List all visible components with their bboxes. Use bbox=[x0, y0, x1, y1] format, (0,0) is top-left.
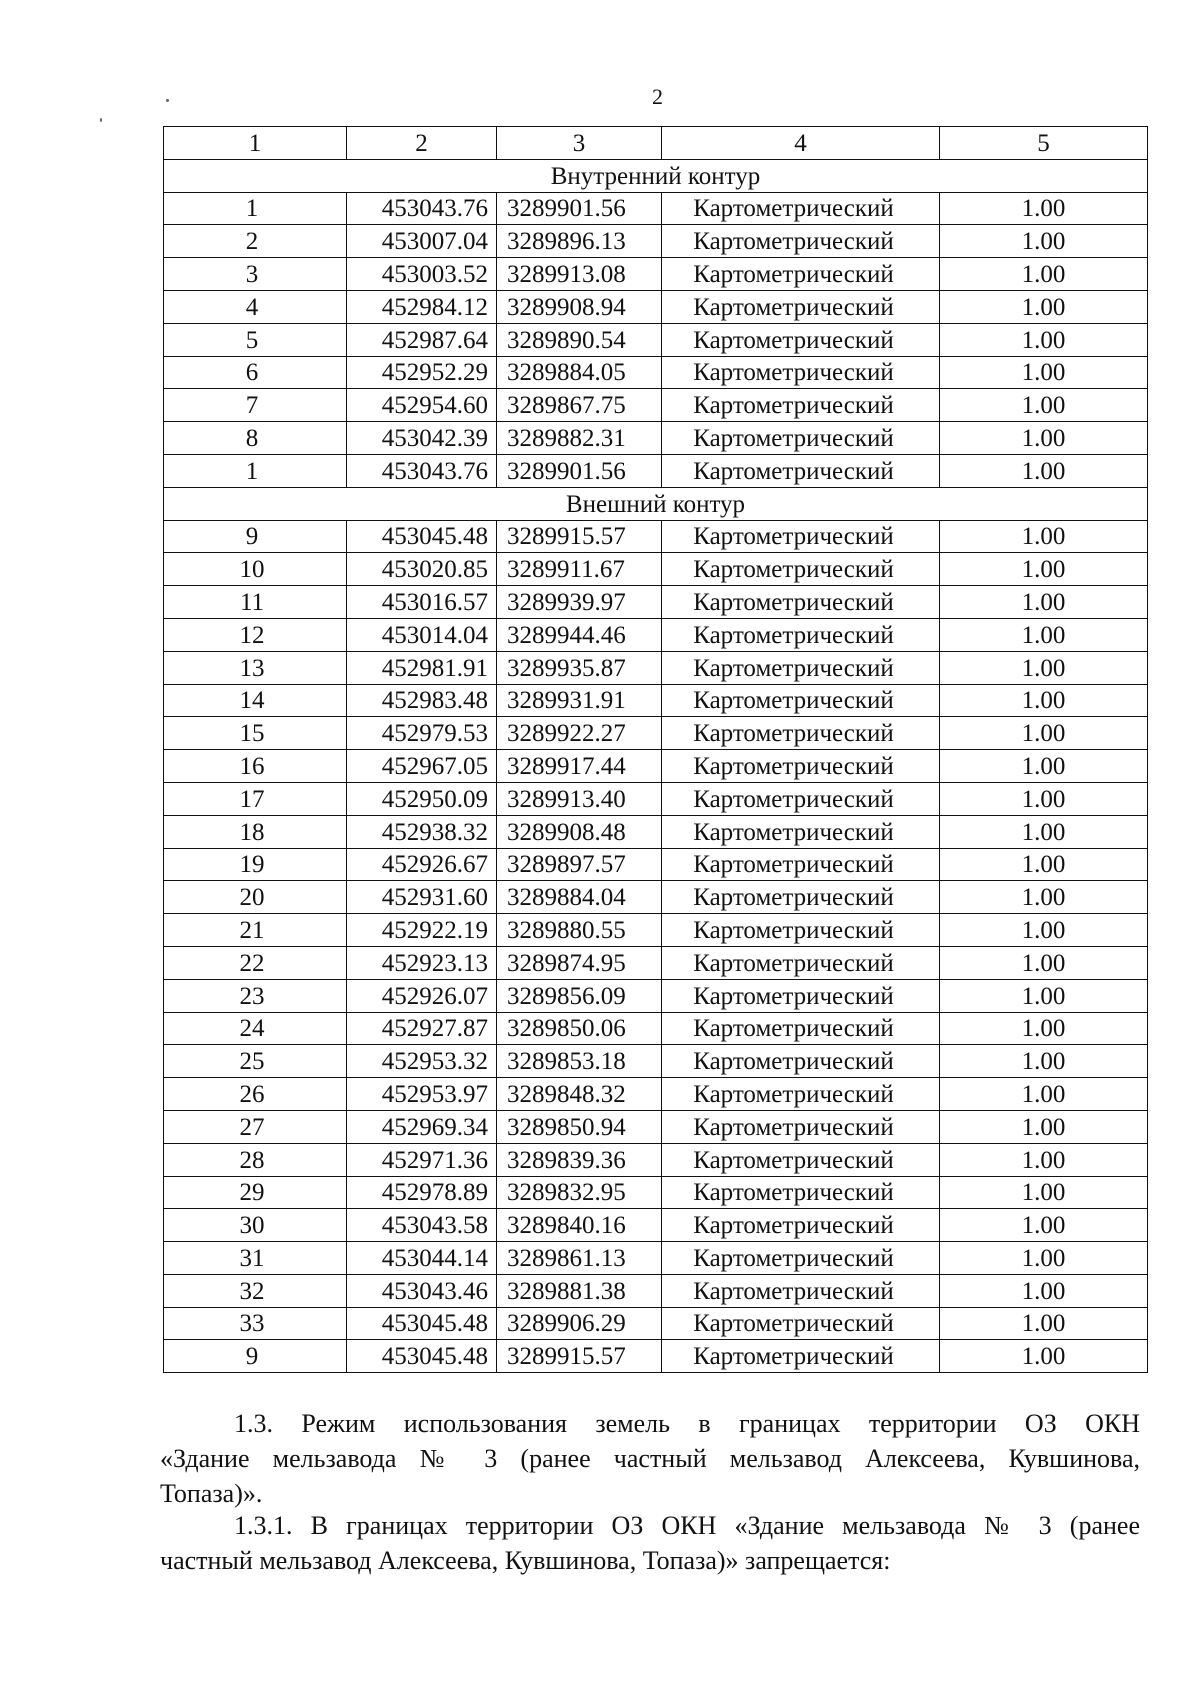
y-coordinate-cell: 3289901.56 bbox=[497, 192, 662, 225]
y-coordinate-cell: 3289901.56 bbox=[497, 454, 662, 487]
accuracy-cell: 1.00 bbox=[940, 651, 1148, 684]
accuracy-cell: 1.00 bbox=[940, 258, 1148, 291]
method-cell: Картометрический bbox=[662, 1242, 940, 1275]
y-coordinate-cell: 3289913.40 bbox=[497, 782, 662, 815]
paragraph-line: 1.3.1. В границах территории ОЗ ОКН «Здание мельзавода № 3 (ранее bbox=[234, 1511, 1140, 1540]
y-coordinate-cell: 3289906.29 bbox=[497, 1307, 662, 1340]
x-coordinate-cell: 452983.48 bbox=[347, 684, 497, 717]
x-coordinate-cell: 453042.39 bbox=[347, 422, 497, 455]
x-coordinate-cell: 452969.34 bbox=[347, 1110, 497, 1143]
method-cell: Картометрический bbox=[662, 586, 940, 619]
y-coordinate-cell: 3289881.38 bbox=[497, 1274, 662, 1307]
y-coordinate-cell: 3289897.57 bbox=[497, 848, 662, 881]
accuracy-cell: 1.00 bbox=[940, 553, 1148, 586]
y-coordinate-cell: 3289832.95 bbox=[497, 1176, 662, 1209]
method-cell: Картометрический bbox=[662, 782, 940, 815]
y-coordinate-cell: 3289853.18 bbox=[497, 1045, 662, 1078]
point-number-cell: 28 bbox=[164, 1143, 347, 1176]
accuracy-cell: 1.00 bbox=[940, 389, 1148, 422]
accuracy-cell: 1.00 bbox=[940, 1176, 1148, 1209]
y-coordinate-cell: 3289931.91 bbox=[497, 684, 662, 717]
method-cell: Картометрический bbox=[662, 848, 940, 881]
point-number-cell: 2 bbox=[164, 225, 347, 258]
method-cell: Картометрический bbox=[662, 1143, 940, 1176]
accuracy-cell: 1.00 bbox=[940, 946, 1148, 979]
point-number-cell: 12 bbox=[164, 618, 347, 651]
table-row bbox=[164, 946, 1148, 979]
x-coordinate-cell: 453043.76 bbox=[347, 192, 497, 225]
y-coordinate-cell: 3289915.57 bbox=[497, 1340, 662, 1373]
x-coordinate-cell: 453045.48 bbox=[347, 1307, 497, 1340]
point-number-cell: 5 bbox=[164, 323, 347, 356]
point-number-cell: 26 bbox=[164, 1078, 347, 1111]
point-number-cell: 32 bbox=[164, 1274, 347, 1307]
x-coordinate-cell: 452967.05 bbox=[347, 750, 497, 783]
y-coordinate-cell: 3289882.31 bbox=[497, 422, 662, 455]
point-number-cell: 15 bbox=[164, 717, 347, 750]
point-number-cell: 6 bbox=[164, 356, 347, 389]
accuracy-cell: 1.00 bbox=[940, 192, 1148, 225]
method-cell: Картометрический bbox=[662, 1176, 940, 1209]
header-cell: 5 bbox=[940, 127, 1148, 160]
x-coordinate-cell: 452971.36 bbox=[347, 1143, 497, 1176]
point-number-cell: 29 bbox=[164, 1176, 347, 1209]
y-coordinate-cell: 3289944.46 bbox=[497, 618, 662, 651]
table-row bbox=[164, 815, 1148, 848]
y-coordinate-cell: 3289880.55 bbox=[497, 914, 662, 947]
y-coordinate-cell: 3289856.09 bbox=[497, 979, 662, 1012]
method-cell: Картометрический bbox=[662, 422, 940, 455]
accuracy-cell: 1.00 bbox=[940, 422, 1148, 455]
table-row bbox=[164, 1110, 1148, 1143]
point-number-cell: 20 bbox=[164, 881, 347, 914]
point-number-cell: 25 bbox=[164, 1045, 347, 1078]
point-number-cell: 10 bbox=[164, 553, 347, 586]
table-row bbox=[164, 356, 1148, 389]
x-coordinate-cell: 453043.76 bbox=[347, 454, 497, 487]
inner-contour-heading: Внутренний контур bbox=[164, 159, 1148, 192]
accuracy-cell: 1.00 bbox=[940, 881, 1148, 914]
scan-speck bbox=[100, 118, 102, 122]
accuracy-cell: 1.00 bbox=[940, 782, 1148, 815]
table-row bbox=[164, 258, 1148, 291]
accuracy-cell: 1.00 bbox=[940, 1012, 1148, 1045]
method-cell: Картометрический bbox=[662, 815, 940, 848]
method-cell: Картометрический bbox=[662, 1307, 940, 1340]
table-row bbox=[164, 323, 1148, 356]
method-cell: Картометрический bbox=[662, 1340, 940, 1373]
x-coordinate-cell: 452927.87 bbox=[347, 1012, 497, 1045]
table-header-row bbox=[164, 127, 1148, 160]
x-coordinate-cell: 452954.60 bbox=[347, 389, 497, 422]
table-row bbox=[164, 422, 1148, 455]
accuracy-cell: 1.00 bbox=[940, 1274, 1148, 1307]
accuracy-cell: 1.00 bbox=[940, 1143, 1148, 1176]
table-row bbox=[164, 389, 1148, 422]
method-cell: Картометрический bbox=[662, 881, 940, 914]
point-number-cell: 1 bbox=[164, 454, 347, 487]
table-row bbox=[164, 1242, 1148, 1275]
table-row bbox=[164, 1078, 1148, 1111]
document-page: 2 1 2 3 4 5 Внутренний контур 1 453043.76 3289901.56 Картометрический 1.00 2 453007.04 3289896.13 Картометрический 1.00 3 453003.52 3289913.08 Картометрический 1.00 4 452984.12 3289908.94 Картометрический 1.00 5 452987.64 3289890.54 Картометрический 1.00 6 452952.29 3289884.05 Картометрический 1.00 7 452954.60 3289867.75 Картометрический 1.00 8 453042.39 3289882.31 Картометрический 1.00 1 453043.76 3289901.56 Картометрический 1.00 Внешний контур 9 453045.48 3289915.57 Картометрический 1.00 10 453020.85 3289911.67 Картометрический 1.00 11 453016.57 3289939.97 Картометрический 1.00 12 453014.04 3289944.46 Картометрический 1.00 13 452981.91 3289935.87 Картометрический 1.00 14 452983.48 3289931.91 Картометрический 1.00 15 452979.53 3289922.27 Картометрический 1.00 16 452967.05 3289917.44 Картометрический 1.00 17 452950.09 3289913.40 Картометрический 1.00 18 452938.32 3289908.48 Картометрический 1.00 19 452926.67 3289897.57 Картометрический 1.00 20 452931.60 3289884.04 Картометрический 1.00 21 452922.19 3289880.55 Картометрический 1.00 22 452923.13 3289874.95 Картометрический 1.00 23 452926.07 3289856.09 Картометрический 1.00 24 452927.87 3289850.06 Картометрический 1.00 25 452953.32 3289853.18 Картометрический 1.00 26 452953.97 3289848.32 Картометрический 1.00 27 452969.34 3289850.94 Картометрический 1.00 28 452971.36 3289839.36 Картометрический 1.00 29 452978.89 3289832.95 Картометрический 1.00 30 453043.58 3289840.16 Картометрический 1.00 31 453044.14 3289861.13 Картометрический 1.00 32 453043.46 3289881.38 Картометрический 1.00 33 453045.48 3289906.29 Картометрический 1.00 9 453045.48 3289915.57 Картометрический 1.00 1.3. Режим использования земель в границах территории ОЗ ОКН «Здание мельзавода № 3 (ранее частный мельзавод Алексеева, Кувшинова, Топаза)». 1.3.1. В границах территории ОЗ ОКН «Здание мельзавода № 3 (ранее частный мельзавод Алексеева, Кувшинова, Топаза)» запрещается: bbox=[0, 0, 1200, 1701]
point-number-cell: 23 bbox=[164, 979, 347, 1012]
scan-speck bbox=[166, 99, 169, 102]
outer-contour-heading-row bbox=[164, 487, 1148, 520]
table-row bbox=[164, 651, 1148, 684]
table-row bbox=[164, 914, 1148, 947]
point-number-cell: 9 bbox=[164, 1340, 347, 1373]
paragraph-1-3-1 bbox=[160, 1508, 1140, 1578]
method-cell: Картометрический bbox=[662, 1110, 940, 1143]
x-coordinate-cell: 453020.85 bbox=[347, 553, 497, 586]
accuracy-cell: 1.00 bbox=[940, 1045, 1148, 1078]
point-number-cell: 24 bbox=[164, 1012, 347, 1045]
y-coordinate-cell: 3289896.13 bbox=[497, 225, 662, 258]
y-coordinate-cell: 3289850.94 bbox=[497, 1110, 662, 1143]
x-coordinate-cell: 453003.52 bbox=[347, 258, 497, 291]
method-cell: Картометрический bbox=[662, 192, 940, 225]
method-cell: Картометрический bbox=[662, 258, 940, 291]
y-coordinate-cell: 3289884.05 bbox=[497, 356, 662, 389]
method-cell: Картометрический bbox=[662, 618, 940, 651]
y-coordinate-cell: 3289884.04 bbox=[497, 881, 662, 914]
paragraph-line: 1.3. Режим использования земель в границах территории ОЗ ОКН bbox=[234, 1409, 1140, 1438]
x-coordinate-cell: 453043.58 bbox=[347, 1209, 497, 1242]
x-coordinate-cell: 452926.07 bbox=[347, 979, 497, 1012]
table-row bbox=[164, 520, 1148, 553]
accuracy-cell: 1.00 bbox=[940, 225, 1148, 258]
coordinates-table-body bbox=[164, 127, 1148, 1373]
y-coordinate-cell: 3289913.08 bbox=[497, 258, 662, 291]
table-row bbox=[164, 782, 1148, 815]
point-number-cell: 13 bbox=[164, 651, 347, 684]
method-cell: Картометрический bbox=[662, 684, 940, 717]
table-row bbox=[164, 750, 1148, 783]
point-number-cell: 30 bbox=[164, 1209, 347, 1242]
method-cell: Картометрический bbox=[662, 1209, 940, 1242]
x-coordinate-cell: 452950.09 bbox=[347, 782, 497, 815]
point-number-cell: 7 bbox=[164, 389, 347, 422]
method-cell: Картометрический bbox=[662, 1274, 940, 1307]
accuracy-cell: 1.00 bbox=[940, 717, 1148, 750]
table-row bbox=[164, 1176, 1148, 1209]
accuracy-cell: 1.00 bbox=[940, 1242, 1148, 1275]
accuracy-cell: 1.00 bbox=[940, 586, 1148, 619]
method-cell: Картометрический bbox=[662, 1012, 940, 1045]
x-coordinate-cell: 452953.97 bbox=[347, 1078, 497, 1111]
x-coordinate-cell: 452922.19 bbox=[347, 914, 497, 947]
table-row bbox=[164, 1012, 1148, 1045]
accuracy-cell: 1.00 bbox=[940, 454, 1148, 487]
x-coordinate-cell: 453045.48 bbox=[347, 1340, 497, 1373]
header-cell: 2 bbox=[347, 127, 497, 160]
y-coordinate-cell: 3289861.13 bbox=[497, 1242, 662, 1275]
coordinates-table bbox=[163, 126, 1148, 1373]
y-coordinate-cell: 3289839.36 bbox=[497, 1143, 662, 1176]
accuracy-cell: 1.00 bbox=[940, 750, 1148, 783]
point-number-cell: 16 bbox=[164, 750, 347, 783]
y-coordinate-cell: 3289915.57 bbox=[497, 520, 662, 553]
y-coordinate-cell: 3289911.67 bbox=[497, 553, 662, 586]
method-cell: Картометрический bbox=[662, 389, 940, 422]
y-coordinate-cell: 3289917.44 bbox=[497, 750, 662, 783]
point-number-cell: 18 bbox=[164, 815, 347, 848]
paragraph-line: частный мельзавод Алексеева, Кувшинова, Топаза)» запрещается: bbox=[160, 1546, 891, 1575]
point-number-cell: 21 bbox=[164, 914, 347, 947]
method-cell: Картометрический bbox=[662, 323, 940, 356]
method-cell: Картометрический bbox=[662, 914, 940, 947]
paragraph-1-3 bbox=[160, 1406, 1140, 1511]
y-coordinate-cell: 3289850.06 bbox=[497, 1012, 662, 1045]
x-coordinate-cell: 452987.64 bbox=[347, 323, 497, 356]
point-number-cell: 33 bbox=[164, 1307, 347, 1340]
inner-contour-heading-row bbox=[164, 159, 1148, 192]
x-coordinate-cell: 453016.57 bbox=[347, 586, 497, 619]
y-coordinate-cell: 3289848.32 bbox=[497, 1078, 662, 1111]
point-number-cell: 27 bbox=[164, 1110, 347, 1143]
accuracy-cell: 1.00 bbox=[940, 323, 1148, 356]
x-coordinate-cell: 452953.32 bbox=[347, 1045, 497, 1078]
x-coordinate-cell: 452926.67 bbox=[347, 848, 497, 881]
point-number-cell: 4 bbox=[164, 290, 347, 323]
accuracy-cell: 1.00 bbox=[940, 914, 1148, 947]
table-row bbox=[164, 1209, 1148, 1242]
point-number-cell: 8 bbox=[164, 422, 347, 455]
accuracy-cell: 1.00 bbox=[940, 520, 1148, 553]
header-cell: 4 bbox=[662, 127, 940, 160]
x-coordinate-cell: 452938.32 bbox=[347, 815, 497, 848]
accuracy-cell: 1.00 bbox=[940, 1307, 1148, 1340]
accuracy-cell: 1.00 bbox=[940, 1078, 1148, 1111]
table-row bbox=[164, 1143, 1148, 1176]
y-coordinate-cell: 3289939.97 bbox=[497, 586, 662, 619]
y-coordinate-cell: 3289908.94 bbox=[497, 290, 662, 323]
method-cell: Картометрический bbox=[662, 553, 940, 586]
method-cell: Картометрический bbox=[662, 356, 940, 389]
accuracy-cell: 1.00 bbox=[940, 684, 1148, 717]
header-cell: 3 bbox=[497, 127, 662, 160]
point-number-cell: 22 bbox=[164, 946, 347, 979]
method-cell: Картометрический bbox=[662, 717, 940, 750]
method-cell: Картометрический bbox=[662, 225, 940, 258]
x-coordinate-cell: 452979.53 bbox=[347, 717, 497, 750]
method-cell: Картометрический bbox=[662, 454, 940, 487]
table-row bbox=[164, 881, 1148, 914]
table-row bbox=[164, 717, 1148, 750]
table-row bbox=[164, 225, 1148, 258]
accuracy-cell: 1.00 bbox=[940, 848, 1148, 881]
table-row bbox=[164, 618, 1148, 651]
table-row bbox=[164, 848, 1148, 881]
table-row bbox=[164, 1340, 1148, 1373]
outer-contour-heading: Внешний контур bbox=[164, 487, 1148, 520]
x-coordinate-cell: 452931.60 bbox=[347, 881, 497, 914]
header-cell: 1 bbox=[164, 127, 347, 160]
accuracy-cell: 1.00 bbox=[940, 1209, 1148, 1242]
x-coordinate-cell: 453043.46 bbox=[347, 1274, 497, 1307]
table-row bbox=[164, 1045, 1148, 1078]
x-coordinate-cell: 452981.91 bbox=[347, 651, 497, 684]
x-coordinate-cell: 453045.48 bbox=[347, 520, 497, 553]
table-row bbox=[164, 192, 1148, 225]
accuracy-cell: 1.00 bbox=[940, 1110, 1148, 1143]
y-coordinate-cell: 3289840.16 bbox=[497, 1209, 662, 1242]
point-number-cell: 14 bbox=[164, 684, 347, 717]
y-coordinate-cell: 3289922.27 bbox=[497, 717, 662, 750]
method-cell: Картометрический bbox=[662, 1078, 940, 1111]
method-cell: Картометрический bbox=[662, 290, 940, 323]
x-coordinate-cell: 452978.89 bbox=[347, 1176, 497, 1209]
method-cell: Картометрический bbox=[662, 979, 940, 1012]
x-coordinate-cell: 453014.04 bbox=[347, 618, 497, 651]
table-row bbox=[164, 290, 1148, 323]
y-coordinate-cell: 3289908.48 bbox=[497, 815, 662, 848]
accuracy-cell: 1.00 bbox=[940, 979, 1148, 1012]
accuracy-cell: 1.00 bbox=[940, 1340, 1148, 1373]
point-number-cell: 1 bbox=[164, 192, 347, 225]
paragraph-line: Топаза)». bbox=[160, 1479, 263, 1508]
y-coordinate-cell: 3289935.87 bbox=[497, 651, 662, 684]
table-row bbox=[164, 1274, 1148, 1307]
point-number-cell: 9 bbox=[164, 520, 347, 553]
point-number-cell: 11 bbox=[164, 586, 347, 619]
table-row bbox=[164, 979, 1148, 1012]
method-cell: Картометрический bbox=[662, 651, 940, 684]
x-coordinate-cell: 452952.29 bbox=[347, 356, 497, 389]
method-cell: Картометрический bbox=[662, 946, 940, 979]
x-coordinate-cell: 452984.12 bbox=[347, 290, 497, 323]
table-row bbox=[164, 586, 1148, 619]
x-coordinate-cell: 453044.14 bbox=[347, 1242, 497, 1275]
point-number-cell: 19 bbox=[164, 848, 347, 881]
method-cell: Картометрический bbox=[662, 750, 940, 783]
y-coordinate-cell: 3289890.54 bbox=[497, 323, 662, 356]
x-coordinate-cell: 453007.04 bbox=[347, 225, 497, 258]
point-number-cell: 3 bbox=[164, 258, 347, 291]
x-coordinate-cell: 452923.13 bbox=[347, 946, 497, 979]
y-coordinate-cell: 3289867.75 bbox=[497, 389, 662, 422]
paragraph-line: «Здание мельзавода № 3 (ранее частный мельзавод Алексеева, Кувшинова, bbox=[160, 1444, 1140, 1473]
table-row bbox=[164, 553, 1148, 586]
table-row bbox=[164, 684, 1148, 717]
accuracy-cell: 1.00 bbox=[940, 815, 1148, 848]
point-number-cell: 17 bbox=[164, 782, 347, 815]
accuracy-cell: 1.00 bbox=[940, 356, 1148, 389]
method-cell: Картометрический bbox=[662, 520, 940, 553]
table-row bbox=[164, 454, 1148, 487]
table-row bbox=[164, 1307, 1148, 1340]
accuracy-cell: 1.00 bbox=[940, 618, 1148, 651]
method-cell: Картометрический bbox=[662, 1045, 940, 1078]
accuracy-cell: 1.00 bbox=[940, 290, 1148, 323]
y-coordinate-cell: 3289874.95 bbox=[497, 946, 662, 979]
point-number-cell: 31 bbox=[164, 1242, 347, 1275]
